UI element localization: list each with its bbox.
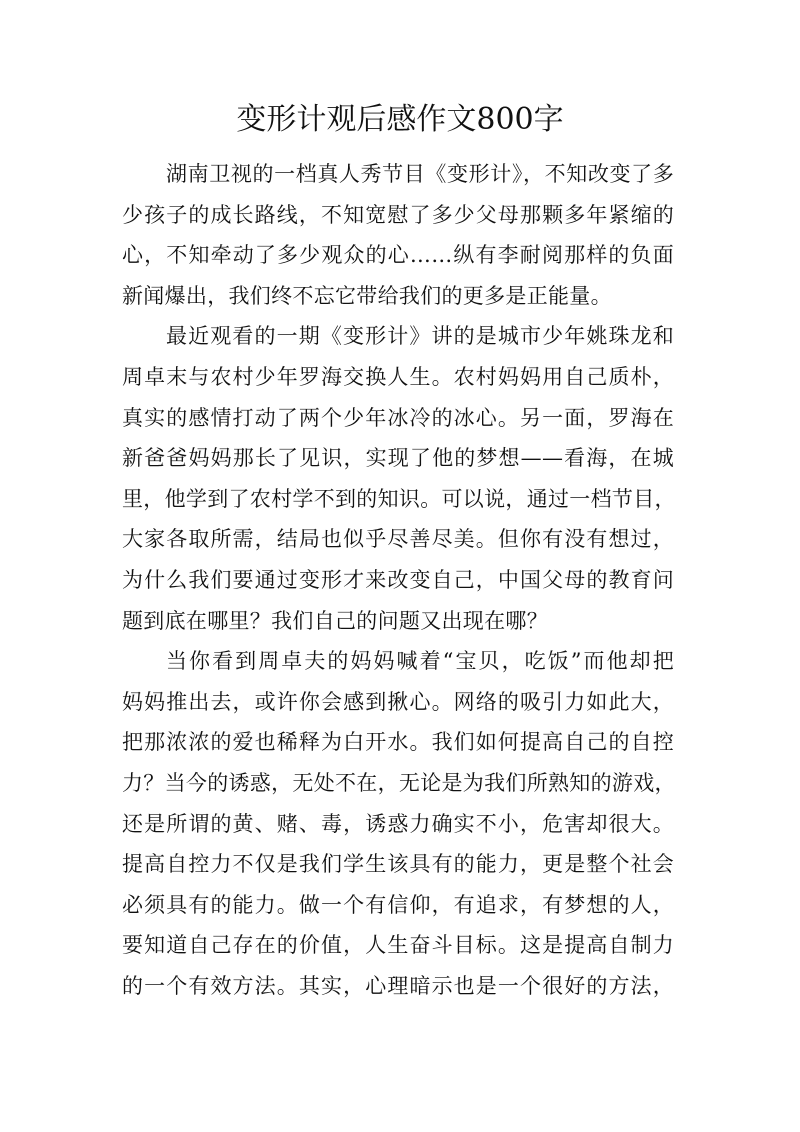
text-line: 最近观看的一期《变形计》讲的是城市少年姚珠龙和 bbox=[166, 324, 674, 349]
text-line: 里，他学到了农村学不到的知识。可以说，通过一档节目， bbox=[122, 486, 676, 511]
text-line: 要知道自己存在的价值，人生奋斗目标。这是提高自制力 bbox=[122, 933, 674, 958]
text-line: 新爸爸妈妈那长了见识，实现了他的梦想——看海，在城 bbox=[122, 446, 674, 471]
text-line: 大家各取所需，结局也似乎尽善尽美。但你有没有想过， bbox=[122, 527, 674, 552]
document-body bbox=[122, 154, 674, 1006]
paragraph-2 bbox=[122, 316, 674, 641]
text-line: 题到底在哪里？我们自己的问题又出现在哪？ bbox=[122, 608, 548, 633]
text-line: 妈妈推出去，或许你会感到揪心。网络的吸引力如此大， bbox=[122, 689, 674, 714]
text-line: 把那浓浓的爱也稀释为白开水。我们如何提高自己的自控 bbox=[122, 730, 674, 755]
text-line: 为什么我们要通过变形才来改变自己，中国父母的教育问 bbox=[122, 567, 674, 592]
text-line: 湖南卫视的一档真人秀节目《变形计》，不知改变了多 bbox=[166, 162, 674, 186]
text-line: 的一个有效方法。其实，心理暗示也是一个很好的方法， bbox=[122, 973, 674, 998]
text-line: 还是所谓的黄、赌、毒，诱惑力确实不小，危害却很大。 bbox=[122, 811, 674, 836]
text-line: 力？当今的诱惑，无处不在，无论是为我们所熟知的游戏， bbox=[122, 770, 676, 795]
text-line: 当你看到周卓夫的妈妈喊着“宝贝，吃饭”而他却把 bbox=[166, 649, 674, 674]
text-line: 真实的感情打动了两个少年冰冷的冰心。另一面，罗海在 bbox=[122, 405, 674, 430]
text-line: 新闻爆出，我们终不忘它带给我们的更多是正能量。 bbox=[122, 283, 612, 308]
text-line: 必须具有的能力。做一个有信仰，有追求，有梦想的人， bbox=[122, 892, 674, 917]
text-line: 提高自控力不仅是我们学生该具有的能力，更是整个社会 bbox=[122, 852, 674, 877]
text-line: 心，不知牵动了多少观众的心……纵有李耐阅那样的负面 bbox=[122, 243, 674, 268]
text-line: 周卓末与农村少年罗海交换人生。农村妈妈用自己质朴， bbox=[122, 364, 674, 389]
paragraph-1 bbox=[122, 154, 674, 316]
text-line: 少孩子的成长路线，不知宽慰了多少父母那颗多年紧缩的 bbox=[122, 202, 674, 227]
document-title: 变形计观后感作文800字 bbox=[236, 102, 564, 137]
paragraph-3 bbox=[122, 641, 674, 1006]
